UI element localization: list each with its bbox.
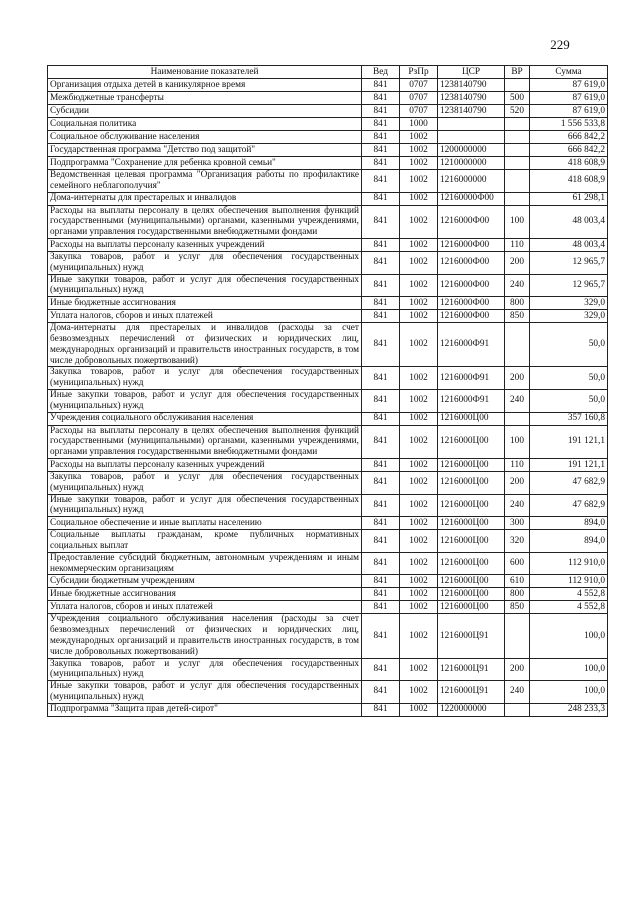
row-rzpr-cell: 1002 (400, 238, 438, 251)
row-rzpr-cell: 1002 (400, 274, 438, 297)
table-row (48, 552, 608, 575)
row-vr-cell (505, 118, 530, 131)
row-sum-cell: 47 682,9 (530, 471, 608, 494)
table-row (48, 92, 608, 105)
row-csr-cell: 1216000Ц00 (438, 575, 505, 588)
row-csr-cell: 1216000Ф00 (438, 238, 505, 251)
row-ved-cell: 841 (362, 238, 400, 251)
row-csr-cell: 1216000000 (438, 170, 505, 193)
row-ved-cell: 841 (362, 471, 400, 494)
table-row (48, 367, 608, 390)
row-rzpr-cell: 1002 (400, 530, 438, 553)
row-sum-cell: 894,0 (530, 517, 608, 530)
table-row (48, 458, 608, 471)
row-rzpr-cell: 1002 (400, 323, 438, 367)
row-vr-cell (505, 412, 530, 425)
row-csr-cell: 1238140790 (438, 79, 505, 92)
row-name-cell: Организация отдыха детей в каникулярное время (48, 79, 362, 92)
row-name-cell: Государственная программа "Детство под защитой" (48, 144, 362, 157)
row-csr-cell: 1216000Ц00 (438, 588, 505, 601)
row-vr-cell (505, 323, 530, 367)
row-rzpr-cell: 1002 (400, 703, 438, 716)
row-vr-cell: 850 (505, 601, 530, 614)
table-row (48, 79, 608, 92)
row-vr-cell: 110 (505, 238, 530, 251)
row-vr-cell: 200 (505, 367, 530, 390)
row-rzpr-cell: 0707 (400, 92, 438, 105)
row-rzpr-cell: 1002 (400, 205, 438, 238)
row-name-cell: Субсидии бюджетным учреждениям (48, 575, 362, 588)
row-csr-cell: 1216000Ц00 (438, 517, 505, 530)
row-sum-cell: 4 552,8 (530, 601, 608, 614)
row-ved-cell: 841 (362, 310, 400, 323)
table-row (48, 323, 608, 367)
row-rzpr-cell: 0707 (400, 105, 438, 118)
row-sum-cell: 329,0 (530, 310, 608, 323)
row-sum-cell: 48 003,4 (530, 238, 608, 251)
row-rzpr-cell: 1002 (400, 552, 438, 575)
row-ved-cell: 841 (362, 297, 400, 310)
row-name-cell: Межбюджетные трансферты (48, 92, 362, 105)
row-csr-cell: 1216000Ц91 (438, 614, 505, 658)
row-csr-cell: 1216000Ц00 (438, 601, 505, 614)
row-vr-cell: 100 (505, 205, 530, 238)
row-csr-cell: 1216000Ц00 (438, 471, 505, 494)
row-name-cell: Дома-интернаты для престарелых и инвалидов (48, 192, 362, 205)
header-ved: Вед (362, 66, 400, 79)
row-rzpr-cell: 1002 (400, 170, 438, 193)
row-ved-cell: 841 (362, 389, 400, 412)
table-row (48, 588, 608, 601)
row-name-cell: Уплата налогов, сборов и иных платежей (48, 310, 362, 323)
table-row (48, 389, 608, 412)
row-rzpr-cell: 1002 (400, 157, 438, 170)
row-csr-cell: 1238140790 (438, 92, 505, 105)
row-csr-cell: 1216000Ф91 (438, 367, 505, 390)
row-sum-cell: 100,0 (530, 614, 608, 658)
row-rzpr-cell: 1002 (400, 192, 438, 205)
row-sum-cell: 248 233,3 (530, 703, 608, 716)
table-row (48, 517, 608, 530)
row-vr-cell: 100 (505, 425, 530, 458)
row-name-cell: Закупка товаров, работ и услуг для обеспечения государственных (муниципальных) нужд (48, 367, 362, 390)
row-vr-cell: 200 (505, 658, 530, 681)
row-csr-cell (438, 131, 505, 144)
row-name-cell: Расходы на выплаты персоналу казенных учреждений (48, 238, 362, 251)
row-csr-cell: 1216000Ц00 (438, 458, 505, 471)
row-vr-cell: 200 (505, 251, 530, 274)
row-name-cell: Закупка товаров, работ и услуг для обеспечения государственных (муниципальных) нужд (48, 251, 362, 274)
row-ved-cell: 841 (362, 274, 400, 297)
row-rzpr-cell: 1002 (400, 367, 438, 390)
row-rzpr-cell: 1000 (400, 118, 438, 131)
row-name-cell: Расходы на выплаты персоналу в целях обеспечения выполнения функций государственными (муниципальными) органами, казенными учреждениями, органами управления государственными внебюджетными фондами (48, 205, 362, 238)
row-ved-cell: 841 (362, 530, 400, 553)
row-csr-cell: 1210000000 (438, 157, 505, 170)
row-vr-cell (505, 192, 530, 205)
table-row (48, 530, 608, 553)
row-name-cell: Подпрограмма "Защита прав детей-сирот" (48, 703, 362, 716)
row-sum-cell: 4 552,8 (530, 588, 608, 601)
row-ved-cell: 841 (362, 425, 400, 458)
table-row (48, 310, 608, 323)
row-rzpr-cell: 1002 (400, 251, 438, 274)
row-vr-cell: 320 (505, 530, 530, 553)
row-ved-cell: 841 (362, 205, 400, 238)
row-rzpr-cell: 1002 (400, 471, 438, 494)
row-sum-cell: 191 121,1 (530, 458, 608, 471)
row-rzpr-cell: 1002 (400, 310, 438, 323)
table-body (48, 79, 608, 717)
table-row (48, 170, 608, 193)
row-sum-cell: 418 608,9 (530, 170, 608, 193)
row-sum-cell: 50,0 (530, 323, 608, 367)
row-vr-cell (505, 703, 530, 716)
row-sum-cell: 100,0 (530, 658, 608, 681)
row-rzpr-cell: 1002 (400, 614, 438, 658)
table-row (48, 425, 608, 458)
table-row (48, 601, 608, 614)
row-csr-cell: 1216000Ф00 (438, 297, 505, 310)
row-name-cell: Социальное обеспечение и иные выплаты населению (48, 517, 362, 530)
row-csr-cell: 1216000Ц91 (438, 681, 505, 704)
row-ved-cell: 841 (362, 458, 400, 471)
row-sum-cell: 100,0 (530, 681, 608, 704)
row-ved-cell: 841 (362, 323, 400, 367)
table-row (48, 192, 608, 205)
row-csr-cell: 1200000000 (438, 144, 505, 157)
row-vr-cell (505, 131, 530, 144)
row-name-cell: Уплата налогов, сборов и иных платежей (48, 601, 362, 614)
table-row (48, 575, 608, 588)
table-row (48, 412, 608, 425)
page-number: 229 (550, 37, 570, 52)
row-sum-cell: 61 298,1 (530, 192, 608, 205)
row-sum-cell: 47 682,9 (530, 494, 608, 517)
row-rzpr-cell: 1002 (400, 494, 438, 517)
row-name-cell: Иные закупки товаров, работ и услуг для обеспечения государственных (муниципальных) нужд (48, 681, 362, 704)
row-sum-cell: 112 910,0 (530, 552, 608, 575)
row-ved-cell: 841 (362, 157, 400, 170)
header-vr: ВР (505, 66, 530, 79)
table-row (48, 157, 608, 170)
row-name-cell: Иные закупки товаров, работ и услуг для обеспечения государственных (муниципальных) нужд (48, 389, 362, 412)
row-csr-cell: 1216000Ф00 (438, 251, 505, 274)
row-ved-cell: 841 (362, 251, 400, 274)
row-ved-cell: 841 (362, 614, 400, 658)
row-ved-cell: 841 (362, 575, 400, 588)
table-header-row (48, 66, 608, 79)
table-row (48, 205, 608, 238)
budget-table (47, 65, 608, 717)
row-rzpr-cell: 1002 (400, 389, 438, 412)
row-name-cell: Учреждения социального обслуживания населения (расходы за счет безвозмездных перечислений от физических и юридических лиц, международных организаций и правительств иностранных государств, в том числе добровольных пожертвований) (48, 614, 362, 658)
row-csr-cell: 1216000Ф00 (438, 310, 505, 323)
row-ved-cell: 841 (362, 131, 400, 144)
row-vr-cell: 520 (505, 105, 530, 118)
row-ved-cell: 841 (362, 703, 400, 716)
row-name-cell: Социальная политика (48, 118, 362, 131)
row-csr-cell: 1216000Ф91 (438, 323, 505, 367)
row-ved-cell: 841 (362, 517, 400, 530)
row-rzpr-cell: 1002 (400, 425, 438, 458)
row-rzpr-cell: 1002 (400, 131, 438, 144)
row-ved-cell: 841 (362, 552, 400, 575)
row-ved-cell: 841 (362, 494, 400, 517)
row-vr-cell: 200 (505, 471, 530, 494)
table-row (48, 471, 608, 494)
row-ved-cell: 841 (362, 681, 400, 704)
row-name-cell: Иные закупки товаров, работ и услуг для обеспечения государственных (муниципальных) нужд (48, 274, 362, 297)
row-vr-cell: 110 (505, 458, 530, 471)
table-row (48, 274, 608, 297)
table-row (48, 144, 608, 157)
row-rzpr-cell: 1002 (400, 575, 438, 588)
row-ved-cell: 841 (362, 601, 400, 614)
row-sum-cell: 418 608,9 (530, 157, 608, 170)
row-name-cell: Учреждения социального обслуживания населения (48, 412, 362, 425)
row-ved-cell: 841 (362, 144, 400, 157)
row-vr-cell (505, 79, 530, 92)
row-csr-cell: 1216000Ц00 (438, 412, 505, 425)
row-name-cell: Дома-интернаты для престарелых и инвалидов (расходы за счет безвозмездных перечислений от физических и юридических лиц, международных организаций и правительств иностранных государств, в том числе добровольных пожертвований) (48, 323, 362, 367)
row-sum-cell: 666 842,2 (530, 144, 608, 157)
row-name-cell: Подпрограмма "Сохранение для ребенка кровной семьи" (48, 157, 362, 170)
row-name-cell: Иные закупки товаров, работ и услуг для обеспечения государственных (муниципальных) нужд (48, 494, 362, 517)
row-ved-cell: 841 (362, 367, 400, 390)
row-sum-cell: 87 619,0 (530, 105, 608, 118)
row-vr-cell: 240 (505, 681, 530, 704)
header-name: Наименование показателей (48, 66, 362, 79)
row-vr-cell: 240 (505, 389, 530, 412)
row-sum-cell: 87 619,0 (530, 79, 608, 92)
table-row (48, 703, 608, 716)
row-sum-cell: 50,0 (530, 389, 608, 412)
row-name-cell: Иные бюджетные ассигнования (48, 297, 362, 310)
row-csr-cell: 1216000Ц00 (438, 552, 505, 575)
table-row (48, 131, 608, 144)
row-rzpr-cell: 1002 (400, 601, 438, 614)
row-sum-cell: 191 121,1 (530, 425, 608, 458)
row-vr-cell (505, 614, 530, 658)
row-csr-cell: 1216000Ц91 (438, 658, 505, 681)
row-vr-cell: 500 (505, 92, 530, 105)
row-name-cell: Социальные выплаты гражданам, кроме публичных нормативных социальных выплат (48, 530, 362, 553)
row-name-cell: Закупка товаров, работ и услуг для обеспечения государственных (муниципальных) нужд (48, 658, 362, 681)
table-row (48, 297, 608, 310)
row-rzpr-cell: 1002 (400, 144, 438, 157)
row-ved-cell: 841 (362, 105, 400, 118)
row-sum-cell: 12 965,7 (530, 274, 608, 297)
row-ved-cell: 841 (362, 92, 400, 105)
row-sum-cell: 50,0 (530, 367, 608, 390)
row-ved-cell: 841 (362, 192, 400, 205)
row-name-cell: Закупка товаров, работ и услуг для обеспечения государственных (муниципальных) нужд (48, 471, 362, 494)
row-ved-cell: 841 (362, 79, 400, 92)
row-vr-cell: 300 (505, 517, 530, 530)
table-row (48, 614, 608, 658)
row-sum-cell: 48 003,4 (530, 205, 608, 238)
table-row (48, 681, 608, 704)
row-vr-cell (505, 170, 530, 193)
row-csr-cell: 1220000000 (438, 703, 505, 716)
row-csr-cell (438, 118, 505, 131)
row-rzpr-cell: 1002 (400, 658, 438, 681)
row-name-cell: Субсидии (48, 105, 362, 118)
row-vr-cell: 800 (505, 297, 530, 310)
row-csr-cell: 12160000Ф00 (438, 192, 505, 205)
row-vr-cell: 600 (505, 552, 530, 575)
row-sum-cell: 666 842,2 (530, 131, 608, 144)
row-ved-cell: 841 (362, 170, 400, 193)
row-vr-cell: 610 (505, 575, 530, 588)
row-sum-cell: 329,0 (530, 297, 608, 310)
row-ved-cell: 841 (362, 118, 400, 131)
row-ved-cell: 841 (362, 412, 400, 425)
row-rzpr-cell: 0707 (400, 79, 438, 92)
row-rzpr-cell: 1002 (400, 517, 438, 530)
row-rzpr-cell: 1002 (400, 458, 438, 471)
row-rzpr-cell: 1002 (400, 681, 438, 704)
table-row (48, 118, 608, 131)
table-row (48, 494, 608, 517)
row-vr-cell: 850 (505, 310, 530, 323)
row-name-cell: Расходы на выплаты персоналу казенных учреждений (48, 458, 362, 471)
table-row (48, 238, 608, 251)
row-csr-cell: 1238140790 (438, 105, 505, 118)
row-sum-cell: 357 160,8 (530, 412, 608, 425)
row-rzpr-cell: 1002 (400, 412, 438, 425)
row-vr-cell (505, 144, 530, 157)
row-name-cell: Иные бюджетные ассигнования (48, 588, 362, 601)
row-sum-cell: 1 556 533,8 (530, 118, 608, 131)
row-sum-cell: 87 619,0 (530, 92, 608, 105)
row-rzpr-cell: 1002 (400, 297, 438, 310)
row-csr-cell: 1216000Ф00 (438, 205, 505, 238)
table-row (48, 658, 608, 681)
row-vr-cell: 240 (505, 274, 530, 297)
row-csr-cell: 1216000Ф91 (438, 389, 505, 412)
row-vr-cell: 240 (505, 494, 530, 517)
row-ved-cell: 841 (362, 588, 400, 601)
row-sum-cell: 894,0 (530, 530, 608, 553)
row-vr-cell (505, 157, 530, 170)
row-vr-cell: 800 (505, 588, 530, 601)
header-sum: Сумма (530, 66, 608, 79)
row-name-cell: Ведомственная целевая программа "Организация работы по профилактике семейного неблагополучия" (48, 170, 362, 193)
row-sum-cell: 112 910,0 (530, 575, 608, 588)
row-csr-cell: 1216000Ц00 (438, 425, 505, 458)
row-csr-cell: 1216000Ц00 (438, 530, 505, 553)
row-name-cell: Социальное обслуживание населения (48, 131, 362, 144)
row-csr-cell: 1216000Ц00 (438, 494, 505, 517)
row-sum-cell: 12 965,7 (530, 251, 608, 274)
row-ved-cell: 841 (362, 658, 400, 681)
header-csr: ЦСР (438, 66, 505, 79)
row-name-cell: Предоставление субсидий бюджетным, автономным учреждениям и иным некоммерческим организациям (48, 552, 362, 575)
row-csr-cell: 1216000Ф00 (438, 274, 505, 297)
table-row (48, 251, 608, 274)
table-row (48, 105, 608, 118)
header-rzpr: РзПр (400, 66, 438, 79)
row-name-cell: Расходы на выплаты персоналу в целях обеспечения выполнения функций государственными (муниципальными) органами, казенными учреждениями, органами управления государственными внебюджетными фондами (48, 425, 362, 458)
row-rzpr-cell: 1002 (400, 588, 438, 601)
